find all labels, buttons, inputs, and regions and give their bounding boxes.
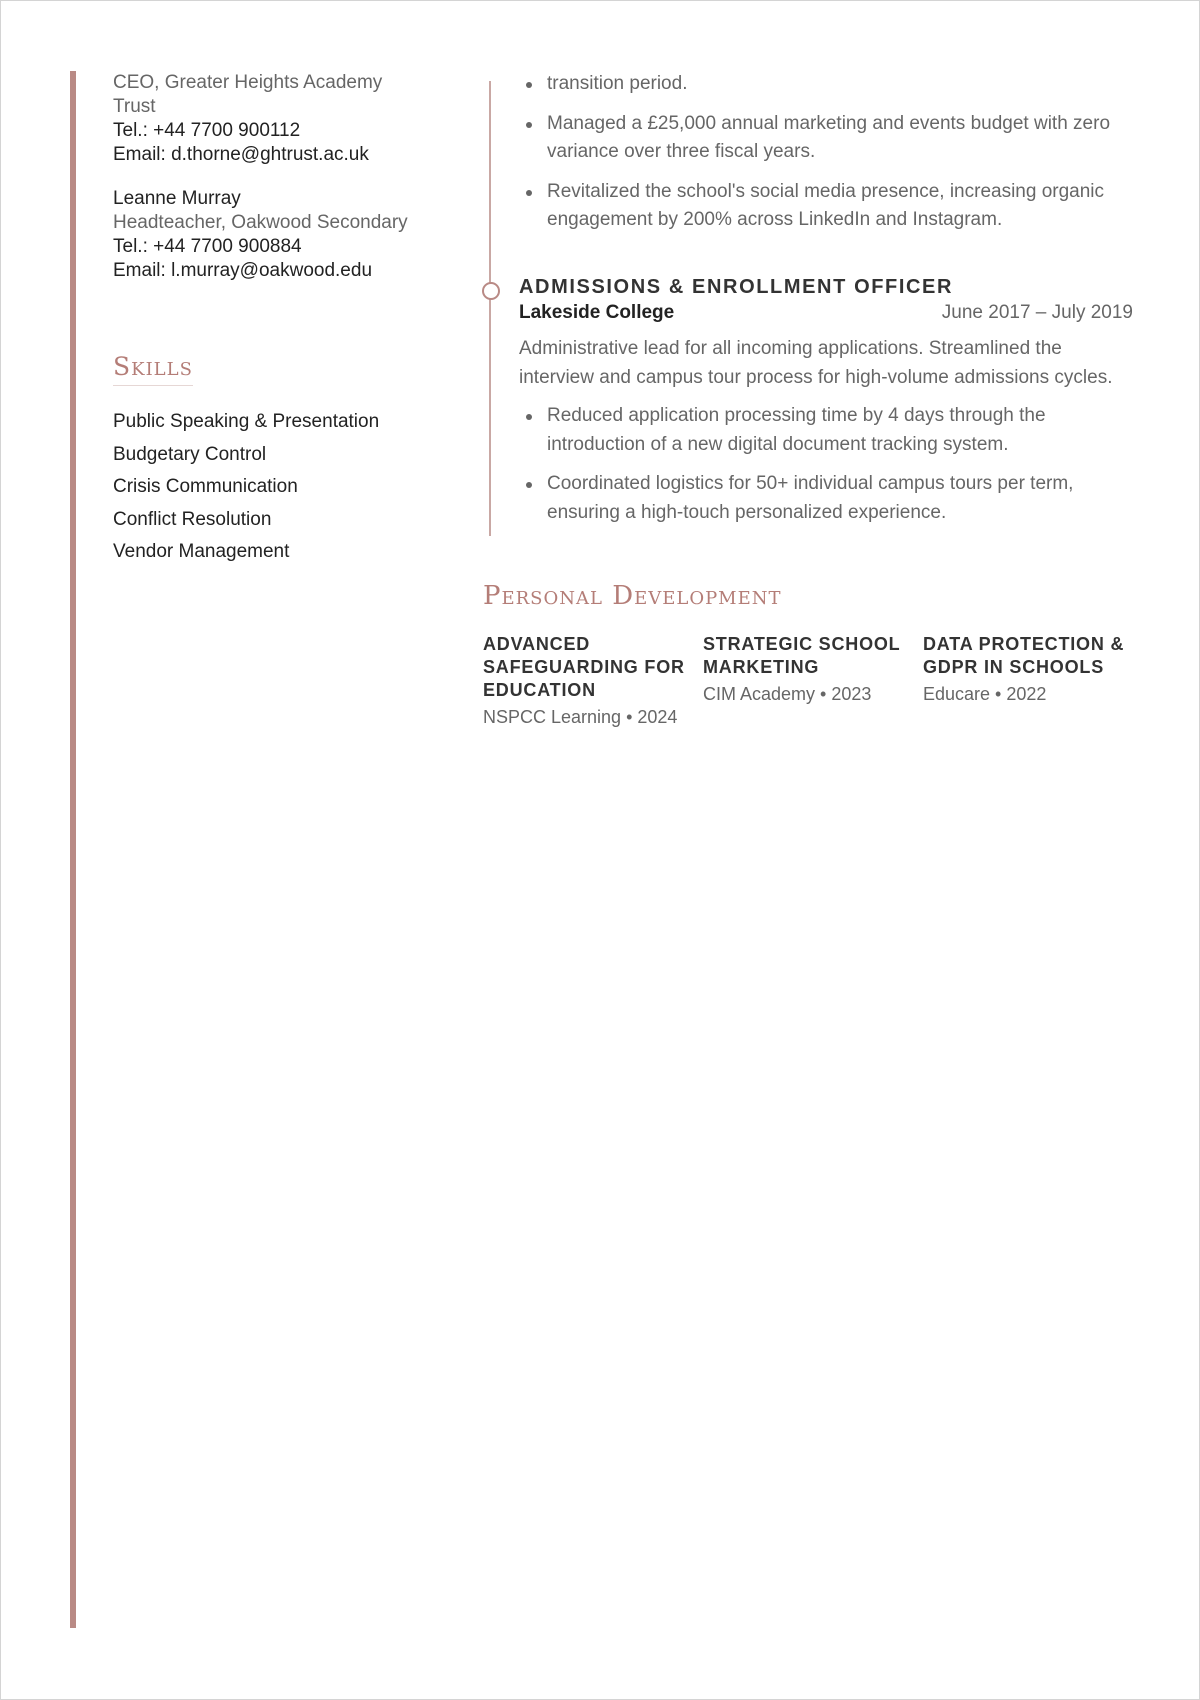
reference-role: Headteacher, Oakwood Secondary <box>113 212 408 233</box>
accent-bar <box>70 71 76 1628</box>
course-title: DATA PROTECTION & GDPR IN SCHOOLS <box>923 634 1125 677</box>
course-provider: CIM Academy • 2023 <box>703 684 872 704</box>
previous-job-bullets <box>520 70 1140 246</box>
reference-tel: Tel.: +44 7700 900884 <box>113 236 302 257</box>
skill-item: Budgetary Control <box>113 443 267 465</box>
skill-item: Conflict Resolution <box>113 508 272 530</box>
reference-2 <box>113 187 413 283</box>
reference-email: Email: l.murray@oakwood.edu <box>113 260 373 281</box>
job-meta <box>519 300 1133 326</box>
course-item <box>923 633 1143 729</box>
course-item <box>483 633 703 729</box>
course-title: ADVANCED SAFEGUARDING FOR EDUCATION <box>483 634 685 700</box>
skill-item: Public Speaking & Presentation <box>113 411 380 432</box>
bullet-item: Revitalized the school's social media presence, increasing organic engagement by 200% across LinkedIn and Instagram. <box>520 178 1140 235</box>
personal-development-heading: Personal Development <box>483 581 782 611</box>
personal-development-grid <box>483 633 1143 729</box>
left-column <box>113 71 413 569</box>
job-company: Lakeside College <box>519 302 675 323</box>
reference-email: Email: d.thorne@ghtrust.ac.uk <box>113 144 369 165</box>
bullet-item: transition period. <box>520 70 1140 99</box>
skills-heading: Skills <box>113 352 193 386</box>
course-provider: NSPCC Learning • 2024 <box>483 707 678 727</box>
skill-item: Vendor Management <box>113 541 290 562</box>
bullet-item: Coordinated logistics for 50+ individual campus tours per term, ensuring a high-touch personalized experience. <box>520 470 1133 527</box>
skill-item: Crisis Communication <box>113 476 298 497</box>
bullet-item: Managed a £25,000 annual marketing and events budget with zero variance over three fiscal years. <box>520 110 1140 167</box>
reference-name: Leanne Murray <box>113 188 241 209</box>
course-provider: Educare • 2022 <box>923 684 1047 704</box>
timeline-line <box>489 81 491 536</box>
reference-role: CEO, Greater Heights Academy Trust <box>113 72 383 117</box>
job-entry <box>519 274 1133 538</box>
job-bullets <box>519 402 1133 527</box>
reference-tel: Tel.: +44 7700 900112 <box>113 120 301 141</box>
bullet-item: Reduced application processing time by 4 days through the introduction of a new digital document tracking system. <box>520 402 1133 459</box>
job-title: ADMISSIONS & ENROLLMENT OFFICER <box>519 276 954 298</box>
job-description: Administrative lead for all incoming applications. Streamlined the interview and campus tour process for high-volume admissions cycles. <box>519 338 1113 388</box>
reference-1 <box>113 71 413 167</box>
skills-list <box>113 406 413 569</box>
course-title: STRATEGIC SCHOOL MARKETING <box>703 634 901 677</box>
job-dates: June 2017 – July 2019 <box>941 302 1133 323</box>
course-item <box>703 633 923 729</box>
timeline-dot-icon <box>482 282 500 300</box>
